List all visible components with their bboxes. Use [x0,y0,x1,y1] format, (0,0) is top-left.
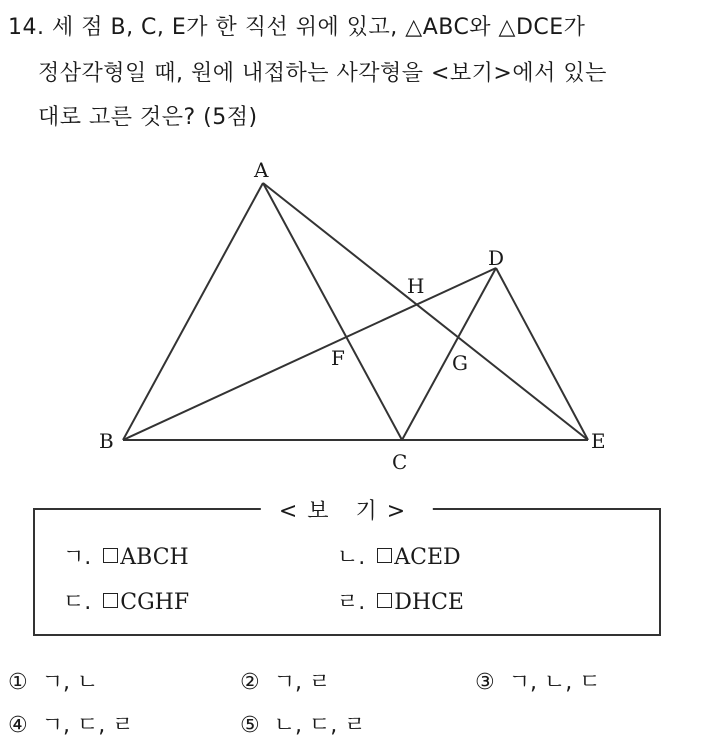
bogi-item [63,585,189,616]
choice-number: ① [8,670,28,695]
choice-number: ③ [475,670,495,695]
bogi-item-text: ABCH [120,545,189,570]
choice-text: ㄱ, ㄷ, ㄹ [41,713,134,738]
bogi-item-mark: ㄴ. [337,545,366,570]
segment-bd [123,268,496,440]
bogi-item-text: DHCE [394,590,464,615]
quadrilateral-icon [103,548,118,563]
choice-number: ② [240,670,260,695]
segment-ac [263,183,402,440]
point-label-a: A [254,158,269,182]
bogi-item-text: ACED [394,545,461,570]
point-label-h: H [407,274,425,298]
answer-choice-5[interactable] [240,708,365,739]
bogi-item [63,540,189,571]
segment-de [496,268,588,440]
bogi-item-mark: ㄹ. [337,590,366,615]
quadrilateral-icon [377,548,392,563]
point-label-d: D [488,246,505,270]
choice-number: ⑤ [240,713,260,738]
choice-text: ㄴ, ㄷ, ㄹ [273,713,366,738]
choice-text: ㄱ, ㄹ [273,670,331,695]
choice-number: ④ [8,713,28,738]
point-label-b: B [99,429,114,453]
answer-choice-2[interactable] [240,665,330,696]
point-label-f: F [331,346,345,370]
point-label-c: C [392,450,408,474]
bogi-item-mark: ㄷ. [63,590,92,615]
question-line-2: 정삼각형일 때, 원에 내접하는 사각형을 <보기>에서 있는 [38,61,607,86]
point-label-g: G [452,351,468,375]
bogi-item-text: CGHF [120,590,190,615]
bogi-title: <보 기> [261,494,433,525]
answer-choice-3[interactable] [475,665,600,696]
quadrilateral-icon [377,593,392,608]
bogi-box [33,499,661,636]
answer-choice-1[interactable] [8,665,98,696]
question-line-3: 대로 고른 것은? (5점) [38,105,258,130]
segment-ab [123,183,263,440]
bogi-item [337,585,464,616]
quadrilateral-icon [103,593,118,608]
segment-ae [263,183,588,440]
choice-text: ㄱ, ㄴ, ㄷ [508,670,601,695]
answer-choice-4[interactable] [8,708,133,739]
bogi-item-mark: ㄱ. [63,545,92,570]
choice-text: ㄱ, ㄴ [41,670,99,695]
point-label-e: E [591,429,606,453]
question-line-1: 14. 세 점 B, C, E가 한 직선 위에 있고, △ABC와 △DCE가 [8,15,586,40]
bogi-item [337,540,461,571]
